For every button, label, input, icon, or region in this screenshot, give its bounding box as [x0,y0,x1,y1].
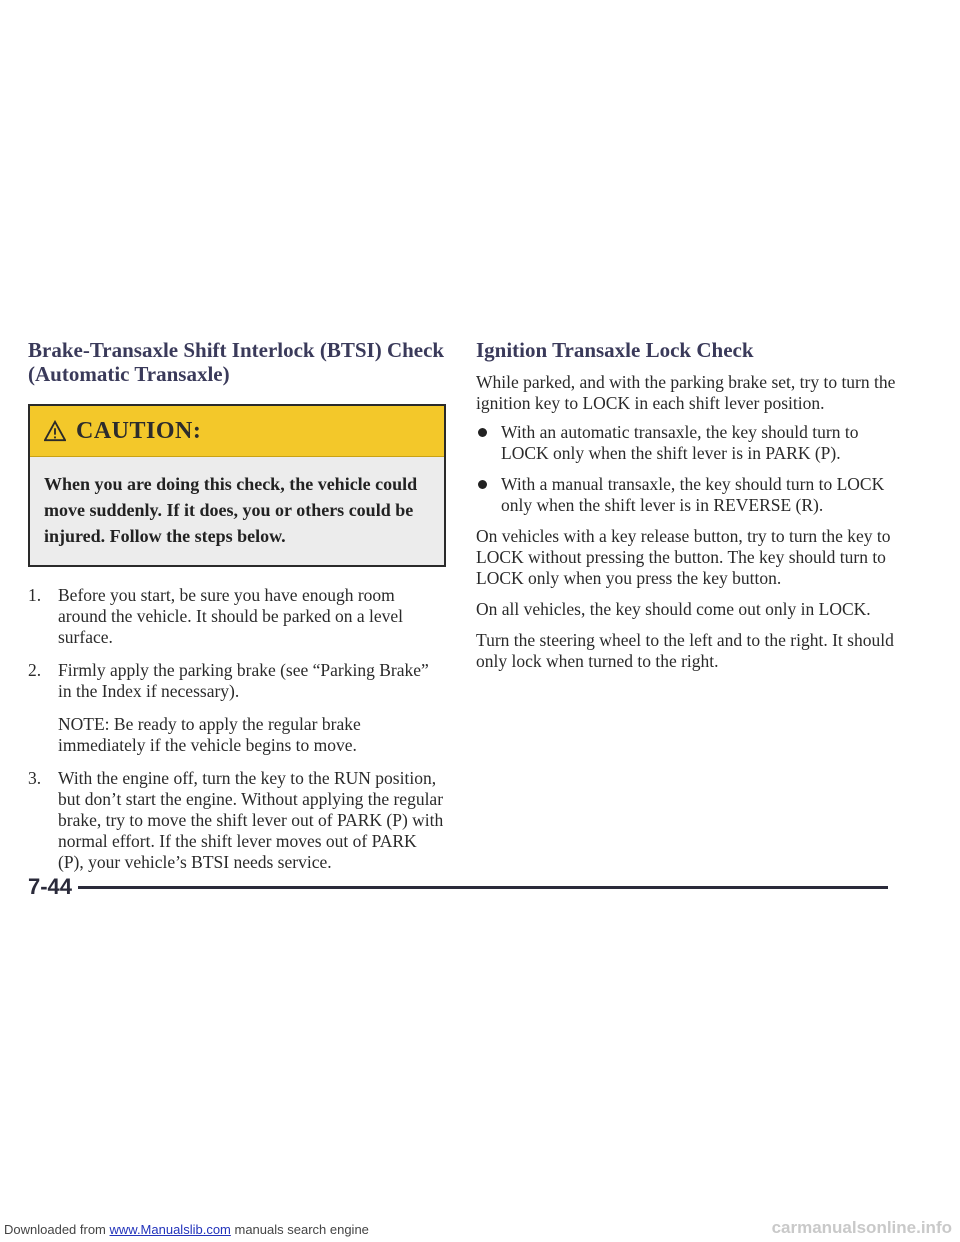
step-number: 3. [28,768,42,788]
footer-rule [78,886,888,889]
caution-header [30,406,444,457]
btsi-heading-line1: Brake-Transaxle Shift Interlock (BTSI) Check [28,338,445,362]
step-item [28,585,446,648]
manualslib-link[interactable]: www.Manualslib.com [109,1222,231,1237]
bullet-text: With an automatic transaxle, the key should turn to LOCK only when the shift lever is in PARK (P). [501,422,859,463]
download-prefix: Downloaded from [4,1222,110,1237]
step-text: Firmly apply the parking brake (see “Parking Brake” in the Index if necessary). [58,660,429,701]
intro-text: While parked, and with the parking brake set, try to turn the ignition key to LOCK in each shift lever position. [476,372,896,413]
warning-triangle-icon [44,420,66,442]
key-release-paragraph: On vehicles with a key release button, try to turn the key to LOCK without pressing the button. The key should turn to LOCK only when you press the key button. [476,526,891,588]
page-footer [28,872,888,902]
step-text: With the engine off, turn the key to the RUN position, but don’t start the engine. Without applying the regular brake, try to move the shift lever out of PARK (P) with normal effort. If the shift lever moves out of PARK (P), your vehicle’s BTSI needs service. [58,768,444,872]
step-number: 2. [28,660,42,680]
step-number: 1. [28,585,42,605]
btsi-heading [28,338,446,386]
note-text: NOTE: Be ready to apply the regular brake immediately if the vehicle begins to move. [58,714,361,755]
page-number: 7-44 [28,874,73,899]
steps-list-continued [28,768,446,873]
left-column [28,338,446,885]
watermark: carmanualsonline.info [771,1218,952,1237]
caution-box [28,404,446,567]
bullet-icon [478,428,487,437]
bullet-text: With a manual transaxle, the key should turn to LOCK only when the shift lever is in REVERSE (R). [501,474,885,515]
bullet-item [476,474,896,516]
bullet-item [476,422,896,464]
bullet-icon [478,480,487,489]
btsi-heading-line2: (Automatic Transaxle) [28,362,230,386]
step-item [28,768,446,873]
download-suffix: manuals search engine [230,1222,369,1237]
ignition-heading: Ignition Transaxle Lock Check [476,338,754,362]
download-banner [4,1222,369,1237]
right-column [476,338,896,672]
step-text: Before you start, be sure you have enough room around the vehicle. It should be parked on a level surface. [58,585,404,647]
step-item [28,660,446,702]
caution-body: When you are doing this check, the vehicle could move suddenly. If it does, you or others could be injured. Follow the steps below. [44,474,418,546]
steps-list [28,585,446,702]
bullet-list [476,422,896,516]
all-vehicles-paragraph: On all vehicles, the key should come out only in LOCK. [476,599,871,619]
steering-paragraph: Turn the steering wheel to the left and to the right. It should only lock when turned to the right. [476,630,894,671]
caution-title: CAUTION: [76,417,202,444]
